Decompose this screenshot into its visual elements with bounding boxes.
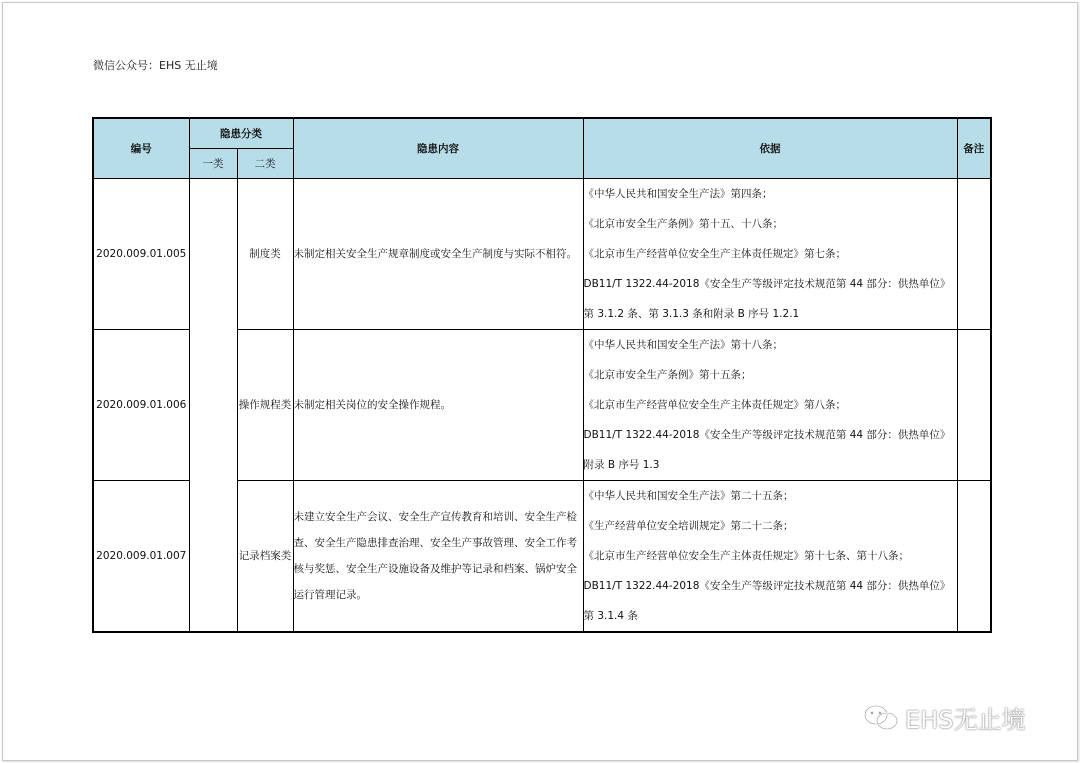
row-content: 未制定相关安全生产规章制度或安全生产制度与实际不相符。 (293, 178, 583, 329)
table-row (93, 178, 991, 329)
basis-line: 《北京市安全生产条例》第十五、十八条； (583, 217, 783, 230)
row-basis (583, 480, 957, 632)
basis-line: 《中华人民共和国安全生产法》第二十五条； (583, 489, 794, 502)
basis-line: 《北京市生产经营单位安全生产主体责任规定》第七条； (583, 247, 846, 260)
watermark (863, 700, 1025, 735)
wechat-icon (863, 704, 899, 732)
row-cat2: 记录档案类 (237, 480, 293, 632)
hazard-table (92, 117, 992, 633)
row-cat1 (189, 178, 237, 632)
basis-line: DB11/T 1322.44-2018《安全生产等级评定技术规范第 44 部分：供热单位》 (583, 277, 951, 290)
header-basis: 依据 (583, 118, 957, 178)
basis-line: 第 3.1.4 条 (583, 609, 638, 622)
basis-line: 《中华人民共和国安全生产法》第四条； (583, 187, 773, 200)
basis-line: 附录 B 序号 1.3 (583, 458, 660, 471)
basis-line: 《中华人民共和国安全生产法》第十八条； (583, 338, 783, 351)
watermark-text: EHS无止境 (905, 706, 1026, 734)
header-code: 编号 (93, 118, 189, 178)
row-code: 2020.009.01.005 (93, 178, 189, 329)
header-remark: 备注 (957, 118, 991, 178)
row-code: 2020.009.01.006 (93, 329, 189, 480)
header-text: 微信公众号：EHS 无止境 (93, 59, 218, 72)
header-cat1: 一类 (189, 148, 237, 178)
header-cat2: 二类 (237, 148, 293, 178)
row-remark (957, 329, 991, 480)
row-code: 2020.009.01.007 (93, 480, 189, 632)
basis-line: 《北京市生产经营单位安全生产主体责任规定》第八条； (583, 398, 846, 411)
basis-line: DB11/T 1322.44-2018《安全生产等级评定技术规范第 44 部分：供热单位》 (583, 428, 951, 441)
header-content: 隐患内容 (293, 118, 583, 178)
basis-line: DB11/T 1322.44-2018《安全生产等级评定技术规范第 44 部分：供热单位》 (583, 579, 951, 592)
basis-line: 《北京市安全生产条例》第十五条； (583, 368, 752, 381)
basis-line: 《北京市生产经营单位安全生产主体责任规定》第十七条、第十八条； (583, 549, 909, 562)
row-content: 未制定相关岗位的安全操作规程。 (293, 329, 583, 480)
row-remark (957, 178, 991, 329)
row-content: 未建立安全生产会议、安全生产宣传教育和培训、安全生产检查、安全生产隐患排查治理、安全生产事故管理、安全工作考核与奖惩、安全生产设施设备及维护等记录和档案、锅炉安全运行管理记录。 (293, 480, 583, 632)
basis-line: 第 3.1.2 条、第 3.1.3 条和附录 B 序号 1.2.1 (583, 307, 800, 320)
basis-line: 《生产经营单位安全培训规定》第二十二条； (583, 519, 794, 532)
row-cat2: 制度类 (237, 178, 293, 329)
row-remark (957, 480, 991, 632)
header-category-group: 隐患分类 (189, 118, 293, 148)
row-cat2: 操作规程类 (237, 329, 293, 480)
row-basis (583, 178, 957, 329)
row-basis (583, 329, 957, 480)
